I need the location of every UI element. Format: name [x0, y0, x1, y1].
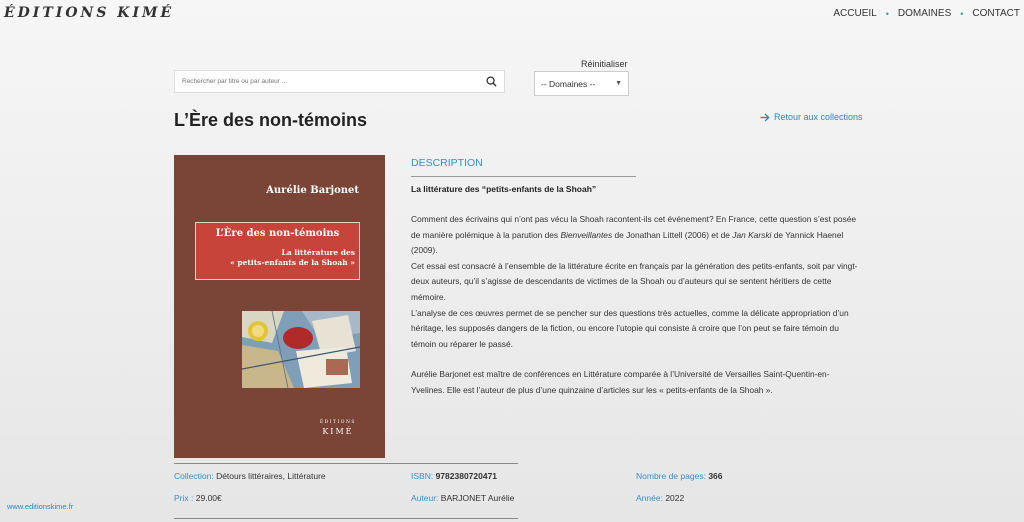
meta-isbn: ISBN: 9782380720471 — [411, 471, 498, 481]
cover-subtitle-line2: « petits-enfants de la Shoah » — [230, 258, 355, 267]
footer-site-link[interactable]: www.editionskime.fr — [7, 502, 74, 511]
search-input[interactable] — [175, 78, 478, 85]
meta-divider-bottom — [174, 518, 518, 519]
meta-author: Auteur: BARJONET Aurélie — [411, 493, 515, 503]
description-paragraph-1: Comment des écrivains qui n’ont pas vécu la Shoah racontent-ils cet événement? En France, cette question s’est posée de manière polémique à la parution des Bienveillantes de Jonathan Littell (2006) et de Jan Karski de Yannick Haenel (2009). — [411, 214, 857, 256]
nav-domaines[interactable]: DOMAINES — [897, 8, 952, 19]
meta-divider-top — [174, 463, 518, 464]
top-navigation — [833, 8, 1020, 19]
cover-publisher-small: ÉDITIONS — [319, 420, 356, 425]
site-logo[interactable]: ÉDITIONS KIMÉ — [4, 5, 175, 21]
meta-year: Année: 2022 — [636, 493, 685, 503]
description-paragraph-4: Aurélie Barjonet est maître de conférences en Littérature comparée à l’Université de Versailles Saint-Quentin-en-Yvelines. Elle est l’auteur de plus d’une quinzaine d’articles sur les « petits-enfants de la Shoah ». — [411, 369, 830, 395]
meta-pages: Nombre de pages: 366 — [636, 471, 723, 481]
description-subtitle: La littérature des “petits-enfants de la Shoah” — [411, 184, 597, 194]
cover-publisher — [320, 420, 356, 436]
search-bar — [174, 70, 505, 93]
arrow-right-icon — [760, 113, 770, 122]
cover-title-box — [195, 222, 360, 280]
reset-link[interactable]: Réinitialiser — [581, 59, 628, 69]
description-heading: DESCRIPTION — [411, 157, 636, 177]
nav-accueil[interactable]: ACCUEIL — [833, 8, 877, 19]
meta-price: Prix : 29.00€ — [174, 493, 222, 503]
nav-separator-dot: • — [885, 8, 889, 19]
back-to-collections-label: Retour aux collections — [774, 112, 863, 122]
description-paragraph-3: L’analyse de ces œuvres permet de se pencher sur des questions très actuelles, comme la délicate appropriation d’un héritage, les supposés dangers de la fiction, ou encore l’utopie qui consiste à croire que l’on peut se faire témoin du témoin ou réparer le passé. — [411, 307, 849, 349]
domains-selected-value: -- Domaines -- — [541, 78, 596, 89]
meta-collection: Collection: Détours littéraires, Littérature — [174, 471, 326, 481]
book-cover — [174, 155, 385, 458]
description-body — [411, 212, 861, 399]
chevron-down-icon: ▼ — [615, 80, 622, 87]
cover-author: Aurélie Barjonet — [266, 185, 359, 196]
cover-painting-image — [242, 311, 360, 388]
domains-select[interactable] — [534, 71, 629, 96]
back-to-collections-link[interactable] — [760, 112, 863, 122]
nav-contact[interactable]: CONTACT — [972, 8, 1020, 19]
search-icon[interactable] — [478, 76, 504, 87]
page-title: L’Ère des non-témoins — [174, 110, 368, 130]
description-paragraph-2: Cet essai est consacré à l’ensemble de la littérature écrite en français par la génération des petits-enfants, soit par vingt-deux auteurs, qu’il s’agisse de descendants de victimes de la Shoah ou d’auteurs qui se sentent héritiers de cette mémoire. — [411, 260, 858, 302]
nav-separator-dot: • — [960, 8, 964, 19]
cover-title: L’Ère des non-témoins — [215, 228, 340, 239]
cover-publisher-big: KIMÉ — [322, 427, 354, 436]
cover-subtitle-line1: La littérature des — [281, 248, 355, 257]
